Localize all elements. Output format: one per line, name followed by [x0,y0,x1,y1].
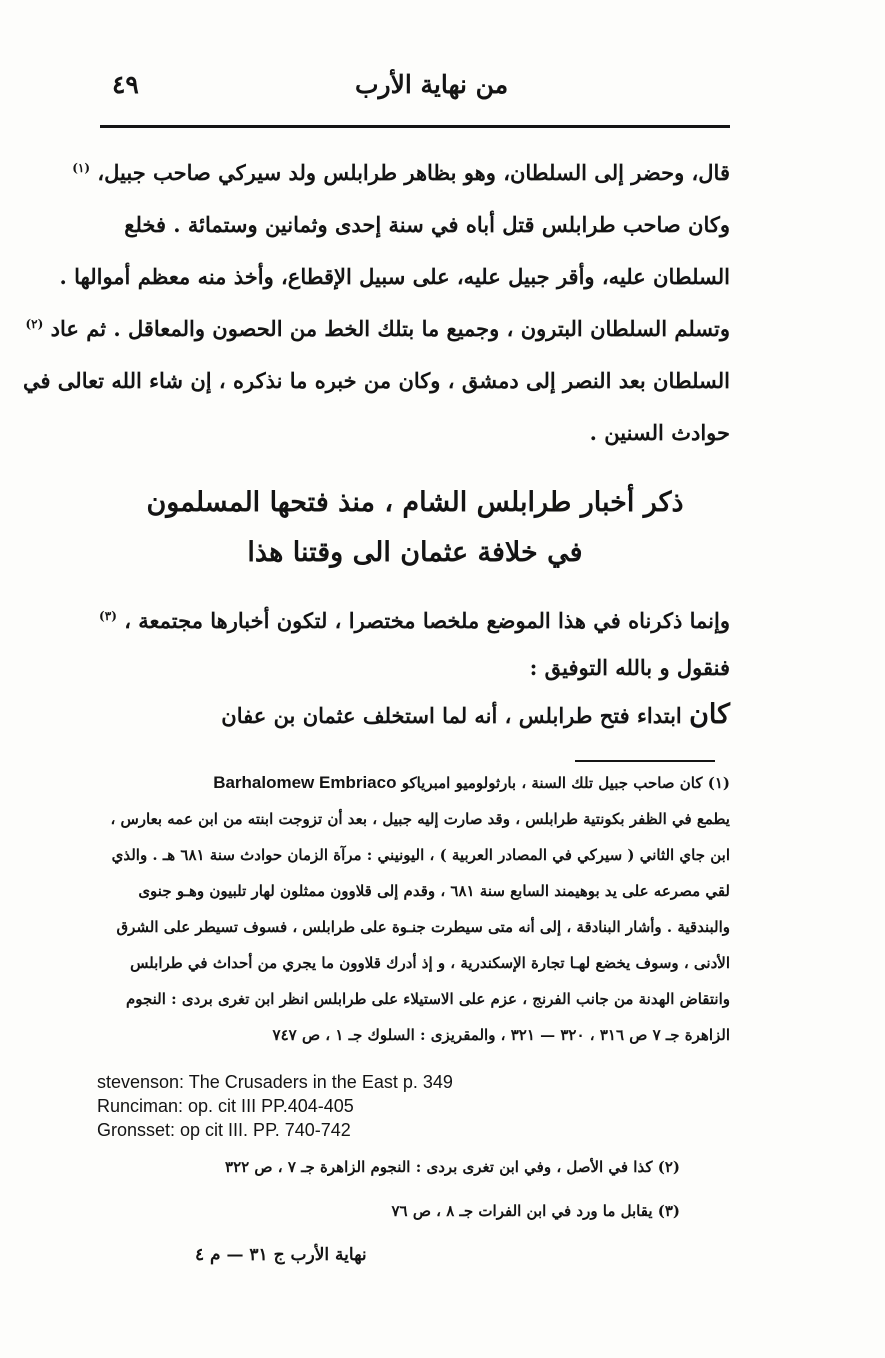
footnote-1-latin-name: Barhalomew Embriaco [213,773,397,792]
footnote-1-line-6: الأدنى ، وسوف يخضع لهـا تجارة الإسكندرية ، و إذ أدرك قلاوون ما يجري من أحداث في طرابلس [130,954,730,972]
footnote-3: (٣) يقابل ما ورد في ابن الفرات جـ ٨ ، ص ٧٦ [391,1202,680,1220]
section-line-1: وإنما ذكرناه في هذا الموضع ملخصا مختصرا ، لتكون أخبارها مجتمعة ، $^{(٣)}$ [99,608,730,633]
latin-reference: Gronsset: op cit III. PP. 740-742 [97,1120,351,1140]
footnote-1-line-1: (١) كان صاحب جبيل تلك السنة ، بارثولوميو امبرياكو Barhalomew Embriaco [213,773,730,792]
latin-reference: stevenson: The Crusaders in the East p. 349 [97,1072,453,1092]
footnote-1-line-2: يطمع في الظفر بكونتية طرابلس ، وقد صارت إليه جبيل ، بعد أن تزوجت ابنته من ابن عمه بعارس ، [110,810,730,828]
footnote-1-line-3: ابن جاي الثاني ( سيركي في المصادر العربية ) ، اليونيني : مرآة الزمان حوادث سنة ٦٨١ هـ . والذي [111,846,730,864]
footnote-1-number: (١) [707,774,730,792]
section-paragraph [100,597,730,738]
body-line-5: السلطان بعد النصر إلى دمشق ، وكان من خبره ما نذكره ، إن شاء الله تعالى في [22,368,730,393]
signature-mark: نهاية الأرب ج ٣١ — م ٤ [195,1245,367,1265]
latin-references [97,1070,597,1142]
footnote-1-line-4: لقي مصرعه على يد بوهيمند السابع سنة ٦٨١ ، وقدم إلى قلاوون ممثلون لهار تلبيون وهـو جنوى [138,882,730,900]
note-ref-1: (١) [72,161,91,175]
body-line-6: حوادث السنين . [589,420,730,445]
opening-word: كان [689,699,730,730]
page-number: ٤٩ [112,70,139,99]
running-title: من نهاية الأرب [355,70,509,99]
footnote-1-line-5: والبندقية . وأشار البنادقة ، إلى أنه متى سيطرت جنـوة على طرابلس ، فسوف تسيطر على الشرق [116,918,730,936]
section-line-2: فنقول و بالله التوفيق : [529,655,730,680]
footnote-2: (٢) كذا في الأصل ، وفي ابن تغرى بردى : النجوم الزاهرة جـ ٧ ، ص ٣٢٢ [225,1158,680,1176]
note-ref-3: (٣) [99,609,117,623]
section-heading-line-1: ذكر أخبار طرابلس الشام ، منذ فتحها المسلمون [146,487,684,518]
body-line-2: وكان صاحب طرابلس قتل أباه في سنة إحدى وثمانين وستمائة . فخلع [124,212,730,237]
body-paragraph [22,147,730,459]
footnote-1-line-8: الزاهرة جـ ٧ ص ٣١٦ ، ٣٢٠ — ٣٢١ ، والمقريزى : السلوك جـ ١ ، ص ٧٤٧ [272,1026,730,1044]
section-line-3: كان ابتداء فتح طرابلس ، أنه لما استخلف عثمان بن عفان [221,699,730,730]
body-line-3: السلطان عليه، وأقر جبيل عليه، على سبيل الإقطاع، وأخذ منه معظم أموالها . [59,264,730,289]
body-line-1: قال، وحضر إلى السلطان، وهو بظاهر طرابلس ولد سيركي صاحب جبيل، $^{(١)}$ [72,160,730,185]
header-rule [100,125,730,128]
footnote-rule [575,760,715,762]
body-line-4: وتسلم السلطان البترون ، وجميع ما بتلك الخط من الحصون والمعاقل . ثم عاد $^{(٢)}$ [25,316,730,341]
footnote-1-line-7: وانتقاض الهدنة من جانب الفرنج ، عزم على الاستيلاء على طرابلس انظر ابن تغرى بردى : النجوم [125,990,730,1008]
page-header [100,68,730,112]
latin-reference: Runciman: op. cit III PP.404-405 [97,1096,354,1116]
section-heading-line-2: في خلافة عثمان الى وقتنا هذا [247,537,583,568]
note-ref-2: (٢) [25,317,44,331]
footnote-1 [100,765,730,1053]
